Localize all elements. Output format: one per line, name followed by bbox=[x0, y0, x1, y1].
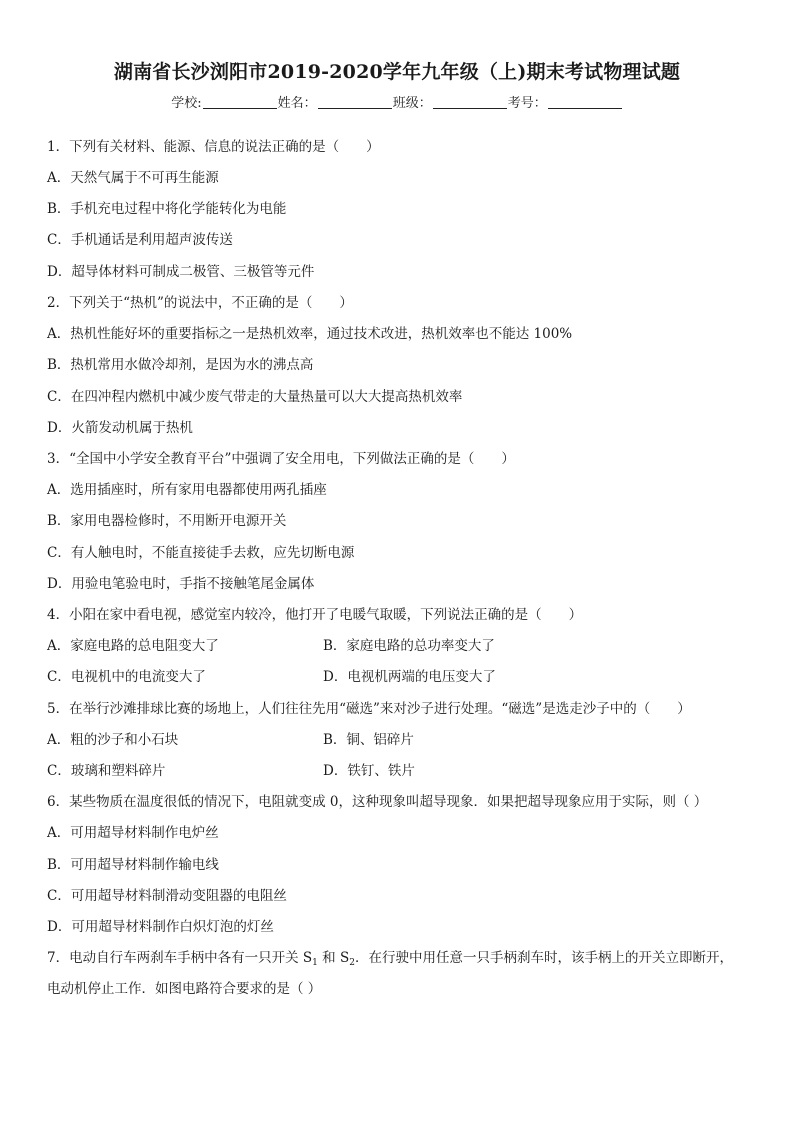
question-7-stem-line-2: 电动机停止工作．如图电路符合要求的是（ ） bbox=[47, 981, 322, 997]
name-blank[interactable] bbox=[318, 95, 392, 109]
question-6-option-a: A．可用超导材料制作电炉丝 bbox=[47, 825, 219, 841]
question-2-option-b: B．热机常用水做冷却剂，是因为水的沸点高 bbox=[47, 357, 314, 373]
question-4-option-c: C．电视机中的电流变大了 bbox=[47, 669, 206, 685]
question-5-option-a: A．粗的沙子和小石块 bbox=[47, 732, 179, 748]
question-4-option-b: B．家庭电路的总功率变大了 bbox=[323, 638, 495, 654]
question-3-option-c: C．有人触电时，不能直接徒手去救，应先切断电源 bbox=[47, 545, 355, 561]
question-2-stem: 2．下列关于“热机”的说法中，不正确的是（ ） bbox=[47, 295, 353, 311]
question-1-option-c: C．手机通话是利用超声波传送 bbox=[47, 232, 233, 248]
question-3-stem: 3．“全国中小学安全教育平台”中强调了安全用电，下列做法正确的是（ ） bbox=[47, 451, 515, 467]
school-label: 学校: bbox=[171, 96, 202, 111]
class-blank[interactable] bbox=[433, 95, 507, 109]
exam-number-blank[interactable] bbox=[548, 95, 622, 109]
question-2-option-a: A．热机性能好坏的重要指标之一是热机效率，通过技术改进，热机效率也不能达 100% bbox=[47, 326, 573, 342]
question-5-option-d: D．铁钉、铁片 bbox=[323, 763, 415, 779]
question-1-stem: 1．下列有关材料、能源、信息的说法正确的是（ ） bbox=[47, 139, 380, 155]
class-label: 班级： bbox=[392, 96, 432, 111]
question-4-options-row-1 bbox=[47, 636, 767, 656]
question-5-options-row-2 bbox=[47, 761, 767, 781]
question-3-option-b: B．家用电器检修时，不用断开电源开关 bbox=[47, 513, 287, 529]
question-7-stem-after: ．在行驶中用任意一只手柄刹车时，该手柄上的开关立即断开， bbox=[354, 950, 733, 966]
question-5-option-b: B．铜、铝碎片 bbox=[323, 732, 414, 748]
question-5-option-c: C．玻璃和塑料碎片 bbox=[47, 763, 166, 779]
question-2-option-c: C．在四冲程内燃机中减少废气带走的大量热量可以大大提高热机效率 bbox=[47, 389, 463, 405]
school-blank[interactable] bbox=[203, 95, 277, 109]
switch-2-subscript: 2 bbox=[349, 958, 355, 968]
question-1-option-d: D．超导体材料可制成二极管、三极管等元件 bbox=[47, 264, 315, 280]
question-5-stem: 5．在举行沙滩排球比赛的场地上，人们往往先用“磁选”来对沙子进行处理。“磁选”是选走沙子中的（ ） bbox=[47, 701, 691, 717]
question-6-option-d: D．可用超导材料制作白炽灯泡的灯丝 bbox=[47, 919, 274, 935]
question-1-option-a: A．天然气属于不可再生能源 bbox=[47, 170, 219, 186]
question-3-option-d: D．用验电笔验电时，手指不接触笔尾金属体 bbox=[47, 576, 315, 592]
question-4-option-d: D．电视机两端的电压变大了 bbox=[323, 669, 496, 685]
question-7-stem-before: 7．电动自行车两刹车手柄中各有一只开关 S bbox=[47, 950, 313, 966]
question-5-options-row-1 bbox=[47, 730, 767, 750]
question-4-options-row-2 bbox=[47, 667, 767, 687]
question-6-stem: 6．某些物质在温度很低的情况下，电阻就变成 0，这种现象叫超导现象．如果把超导现象应用于实际，则（ ） bbox=[47, 794, 708, 810]
question-1-option-b: B．手机充电过程中将化学能转化为电能 bbox=[47, 201, 287, 217]
student-info-row bbox=[0, 92, 794, 111]
name-label: 姓名： bbox=[277, 96, 317, 111]
question-6-option-b: B．可用超导材料制作输电线 bbox=[47, 857, 219, 873]
question-6-option-c: C．可用超导材料制滑动变阻器的电阻丝 bbox=[47, 888, 287, 904]
question-7-stem bbox=[47, 948, 767, 973]
question-4-option-a: A．家庭电路的总电阻变大了 bbox=[47, 638, 219, 654]
question-4-stem: 4．小阳在家中看电视，感觉室内较冷，他打开了电暖气取暖，下列说法正确的是（ ） bbox=[47, 607, 583, 623]
exam-title: 湖南省长沙浏阳市2019-2020学年九年级（上)期末考试物理试题 bbox=[113, 61, 681, 83]
exam-number-label: 考号： bbox=[507, 96, 547, 111]
question-3-option-a: A．选用插座时，所有家用电器都使用两孔插座 bbox=[47, 482, 327, 498]
switch-1-subscript: 1 bbox=[312, 958, 318, 968]
question-7-stem-mid: 和 S bbox=[317, 950, 350, 966]
question-2-option-d: D．火箭发动机属于热机 bbox=[47, 420, 193, 436]
